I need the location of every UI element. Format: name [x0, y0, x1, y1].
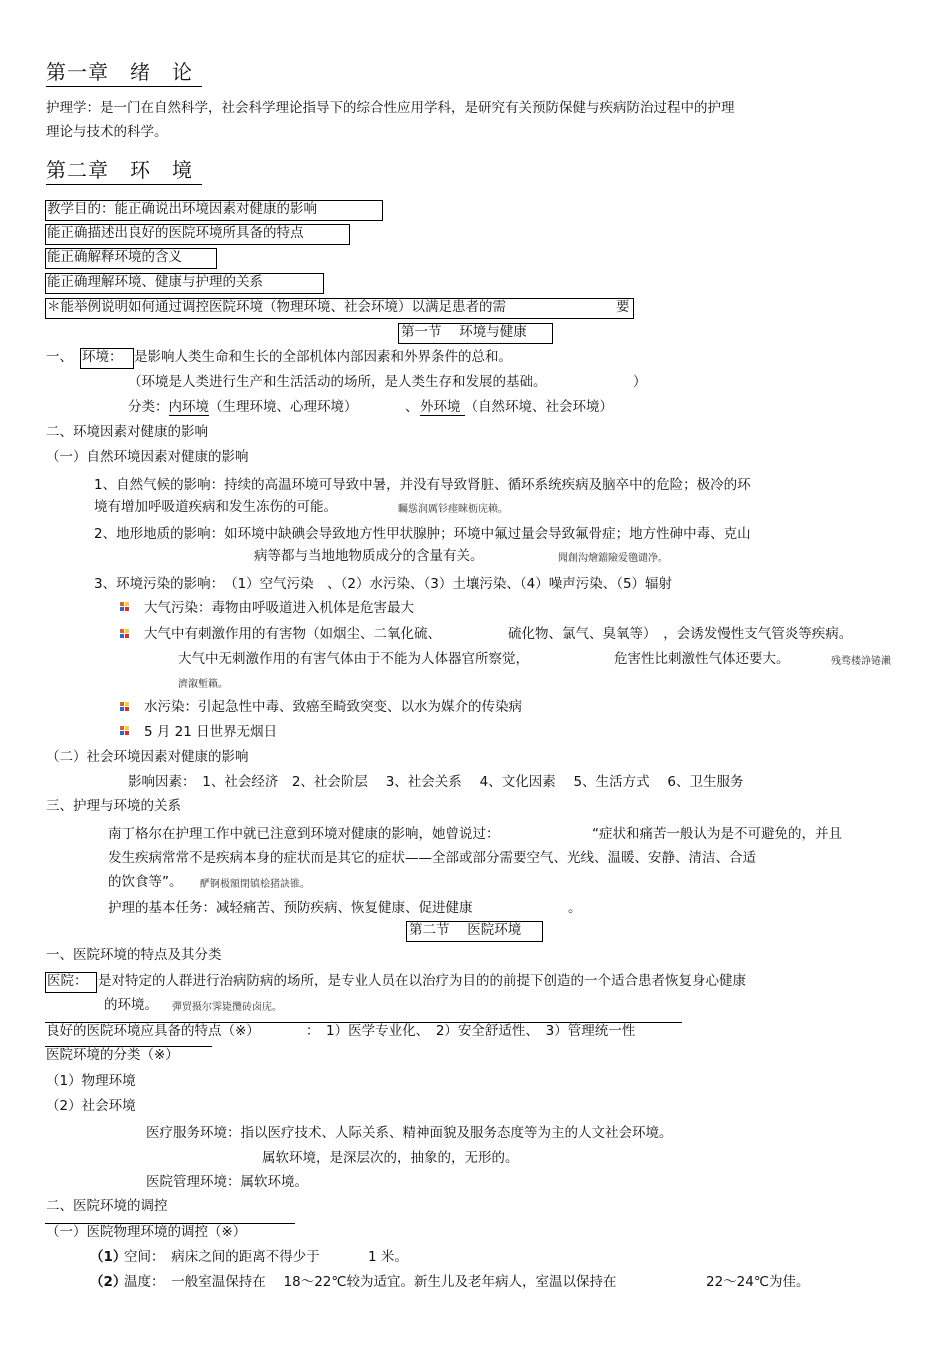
bullet-icon	[120, 726, 129, 735]
heading-social-env: （二）社会环境因素对健康的影响	[46, 749, 249, 765]
hospital-management-env: 医院管理环境：属软环境。	[146, 1174, 308, 1190]
temperature-value: 22～24℃为佳。	[706, 1274, 810, 1290]
heading-natural-env: （一）自然环境因素对健康的影响	[46, 449, 249, 465]
temperature-number: （2）	[90, 1274, 127, 1290]
goal-5-end: 要	[616, 299, 630, 315]
nightingale-note: 酽锕极額閉镇桧猪訣锥。	[200, 879, 310, 890]
nursing-definition-line1: 护理学：是一门在自然科学，社会科学理论指导下的综合性应用学科，是研究有关预防保健与疾病防治过程中的护理	[46, 100, 735, 116]
item1-line2: 境有增加呼吸道疾病和发生冻伤的可能。	[94, 499, 337, 515]
hospital-note: 彈贸摄尔霁毙攬砖卤庑。	[172, 1002, 282, 1013]
bullet2-line2a: 大气中无刺激作用的有害气体由于不能为人体器官所察觉，	[178, 651, 529, 667]
bullet-icon	[120, 602, 129, 611]
space-number: （1）	[90, 1249, 127, 1265]
bullet3-text: 水污染：引起急性中毒、致癌至畸致突变、以水为媒介的传染病	[144, 699, 522, 715]
env-note-end: ）	[633, 374, 647, 390]
bullet2-note2: 濟溆塹籟。	[178, 679, 228, 690]
item2-note: 聞創沟燴鐺險爱氇谴净。	[558, 553, 668, 564]
chapter2-underline	[46, 184, 202, 185]
item2-line2: 病等都与当地地物质成分的含量有关。	[254, 548, 484, 564]
heading-hospital-env: 一、医院环境的特点及其分类	[46, 947, 222, 963]
bullet2-line1a: 大气中有刺激作用的有害物（如烟尘、二氧化硫、	[144, 626, 441, 642]
env-definition: 是影响人类生命和生长的全部机体内部因素和外界条件的总和。	[134, 349, 512, 365]
nightingale-line2: 发生疾病常常不是疾病本身的症状而是其它的症状——全部或部分需要空气、光线、温暖、安静、清洁、合适	[108, 850, 756, 866]
heading-env-factors: 二、环境因素对健康的影响	[46, 424, 208, 440]
item1-line1: 1、自然气候的影响：持续的高温环境可导致中暑，并没有导致肾脏、循环系统疾病及脑卒中的危险；极冷的环	[94, 477, 751, 493]
nightingale-line1b: “症状和痛苦一般认为是不可避免的，并且	[592, 826, 842, 842]
nursing-tasks-end: 。	[568, 900, 582, 916]
goal-3: 能正确解释环境的含义	[47, 249, 182, 265]
section2-title: 第二节 医院环境	[409, 922, 522, 938]
goal-1: 教学目的：能正确说出环境因素对健康的影响	[47, 201, 317, 217]
medical-service-env-detail: 属软环境，是深层次的，抽象的，无形的。	[262, 1150, 519, 1166]
nightingale-line3: 的饮食等”。	[108, 874, 183, 890]
social-env: （2）社会环境	[46, 1098, 136, 1114]
hospital-classification: 医院环境的分类（※）	[46, 1047, 179, 1063]
item-one-number: 一、	[46, 349, 73, 365]
chapter2-title: 第二章 环 境	[46, 158, 193, 182]
nursing-definition-line2: 理论与技术的科学。	[46, 124, 168, 140]
social-factors: 影响因素： 1、社会经济 2、社会阶层 3、社会关系 4、文化因素 5、生活方式 6、卫生服务	[128, 774, 744, 790]
env-label: 环境：	[82, 349, 123, 365]
medical-service-env: 医疗服务环境：指以医疗技术、人际关系、精神面貌及服务态度等为主的人文社会环境。	[146, 1125, 673, 1141]
heading-env-control: 二、医院环境的调控	[46, 1198, 168, 1214]
bullet-icon	[120, 702, 129, 711]
hospital-definition-line2: 的环境。	[104, 997, 158, 1013]
hospital-label: 医院：	[47, 973, 88, 989]
cls-inner-detail: （生理环境、心理环境）	[209, 399, 358, 415]
nightingale-line1a: 南丁格尔在护理工作中就已注意到环境对健康的影响，她曾说过：	[108, 826, 500, 842]
cls-outer-wrap	[420, 398, 613, 416]
good-features-label: 良好的医院环境应具备的特点（※）	[46, 1023, 260, 1039]
space-value: 1 米。	[368, 1249, 408, 1265]
bullet2-line2b: 危害性比刺激性气体还要大。	[614, 651, 790, 667]
good-features-colon: ：	[306, 1023, 320, 1039]
physical-env: （1）物理环境	[46, 1073, 136, 1089]
chapter1-title: 第一章 绪 论	[46, 60, 193, 84]
bullet2-line1b: 硫化物、氯气、臭氧等） ，会诱发慢性支气管炎等疾病。	[508, 626, 853, 642]
bullet2-note1: 残骛楼諍锩瀨	[831, 656, 891, 667]
item2-line1: 2、地形地质的影响：如环境中缺碘会导致地方性甲状腺肿；环境中氟过量会导致氟骨症；地方性砷中毒、克山	[94, 526, 751, 542]
temperature-text: 温度： 一般室温保持在 18～22℃较为适宜。新生儿及老年病人，室温以保持在	[124, 1274, 617, 1290]
item3-line: 3、环境污染的影响： （1）空气污染 、（2）水污染、（3）土壤污染、（4）噪声污染、（5）辐射	[94, 576, 673, 592]
env-classification	[128, 398, 358, 416]
goal-2: 能正确描述出良好的医院环境所具备的特点	[47, 225, 304, 241]
space-text: 空间： 病床之间的距离不得少于	[124, 1249, 320, 1265]
nursing-tasks: 护理的基本任务：减轻痛苦、预防疾病、恢复健康、促进健康	[108, 900, 473, 916]
cls-outer-detail: （自然环境、社会环境）	[464, 399, 613, 415]
item1-note: 矚慫润厲钐瘗睞枥庑赖。	[398, 504, 508, 515]
cls-sep: 、	[405, 399, 419, 415]
goal-4: 能正确理解环境、健康与护理的关系	[47, 274, 263, 290]
bullet-icon	[120, 629, 129, 638]
chapter1-underline	[46, 86, 202, 87]
bullet4-text: 5 月 21 日世界无烟日	[144, 724, 278, 740]
hospital-definition: 是对特定的人群进行治病防病的场所，是专业人员在以治疗为目的的前提下创造的一个适合患者恢复身心健康	[98, 973, 746, 989]
env-note: （环境是人类进行生产和生活活动的场所，是人类生存和发展的基础。	[128, 374, 547, 390]
goal-5: ＊能举例说明如何通过调控医院环境（物理环境、社会环境）以满足患者的需	[47, 299, 506, 315]
heading-nursing-env: 三、护理与环境的关系	[46, 798, 181, 814]
good-features-list: 1）医学专业化、 2）安全舒适性、 3）管理统一性	[326, 1023, 636, 1039]
heading-physical-control: （一）医院物理环境的调控（※）	[46, 1224, 247, 1240]
cls-prefix: 分类：	[128, 399, 169, 415]
bullet1-text: 大气污染：毒物由呼吸道进入机体是危害最大	[144, 600, 414, 616]
section1-title: 第一节 环境与健康	[401, 324, 527, 340]
cls-outer: 外环境	[420, 399, 465, 416]
cls-inner: 内环境	[168, 399, 209, 415]
